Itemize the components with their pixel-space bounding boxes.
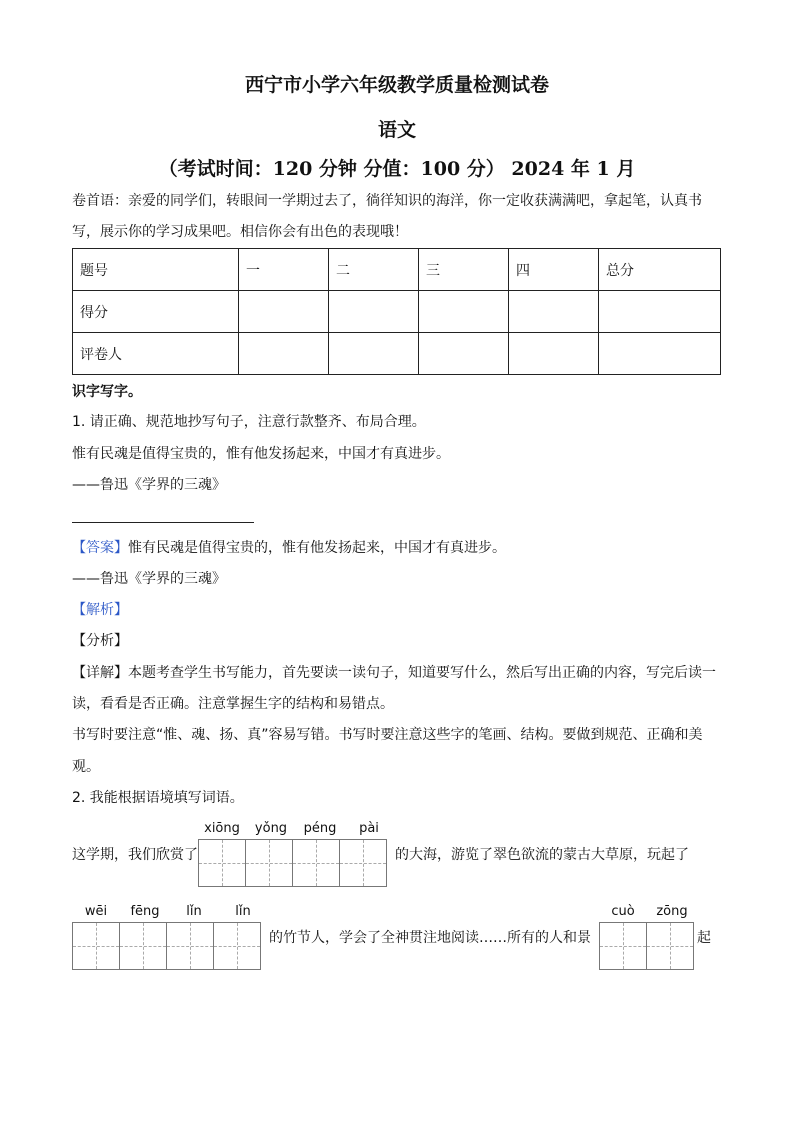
exam-info: （考试时间：120 分钟 分值：100 分） 2024 年 1 月: [158, 158, 636, 180]
score-table-row: [73, 291, 721, 333]
xiangjie-line-2: 读，看看是否正确。注意掌握生字的结构和易错点。: [72, 696, 394, 712]
table-header-cell: 题号: [73, 249, 239, 291]
table-cell: [239, 291, 329, 333]
answer-text: 惟有民魂是值得宝贵的，惟有他发扬起来，中国才有真进步。: [128, 540, 506, 556]
table-header-cell: 三: [419, 249, 509, 291]
pinyin-label: cuò: [611, 904, 635, 919]
table-cell: [509, 333, 599, 375]
question-2-prompt: 2. 我能根据语境填写词语。: [72, 790, 244, 806]
table-header-cell: 二: [329, 249, 419, 291]
table-header-cell: 总分: [599, 249, 721, 291]
question-1-source: ——鲁迅《学界的三魂》: [72, 477, 226, 493]
tianzige-cell[interactable]: [119, 922, 167, 970]
pinyin-label: pài: [359, 821, 379, 836]
section-title: 识字写字。: [72, 384, 142, 400]
preface-line-2: 写，展示你的学习成果吧。相信你会有出色的表现哦！: [72, 224, 408, 240]
pinyin-label: yǒng: [254, 821, 288, 836]
tianzige-group-1[interactable]: [198, 839, 387, 887]
answer-source: ——鲁迅《学界的三魂》: [72, 571, 226, 587]
tianzige-cell[interactable]: [166, 922, 214, 970]
pinyin-label: zōng: [656, 904, 688, 919]
score-table-row: [73, 333, 721, 375]
table-header-cell: 四: [509, 249, 599, 291]
tianzige-cell[interactable]: [599, 922, 647, 970]
answer-line: [72, 538, 506, 558]
table-cell: [599, 333, 721, 375]
pinyin-label: wēi: [84, 904, 108, 919]
pinyin-label: fēng: [130, 904, 160, 919]
subject-title: 语文: [377, 119, 416, 141]
table-row-label: 得分: [73, 291, 239, 333]
table-cell: [509, 291, 599, 333]
tianzige-cell[interactable]: [339, 839, 387, 887]
table-header-cell: 一: [239, 249, 329, 291]
pinyin-label: lǐn: [186, 904, 202, 919]
tianzige-cell[interactable]: [292, 839, 340, 887]
table-cell: [329, 291, 419, 333]
table-cell: [419, 333, 509, 375]
tianzige-group-2[interactable]: [72, 922, 261, 970]
question-2-text-2: 的大海，游览了翠色欲流的蒙古大草原，玩起了: [395, 847, 689, 863]
table-cell: [599, 291, 721, 333]
xiangjie-text: 本题考查学生书写能力，首先要读一读句子，知道要写什么，然后写出正确的内容，写完后读一: [128, 665, 716, 681]
tianzige-group-3[interactable]: [599, 922, 694, 970]
preface-line-1: 卷首语：亲爱的同学们，转眼间一学期过去了，徜徉知识的海洋，你一定收获满满吧，拿起笔，认真书: [72, 193, 702, 209]
pinyin-label: péng: [303, 821, 337, 836]
xiangjie-tag: 【详解】: [72, 665, 128, 681]
question-1-prompt: 1. 请正确、规范地抄写句子，注意行款整齐、布局合理。: [72, 414, 426, 430]
score-table-header-row: [73, 249, 721, 291]
tianzige-cell[interactable]: [72, 922, 120, 970]
tianzige-cell[interactable]: [245, 839, 293, 887]
table-cell: [329, 333, 419, 375]
tianzige-cell[interactable]: [213, 922, 261, 970]
tianzige-cell[interactable]: [646, 922, 694, 970]
fenxi-tag: 【分析】: [72, 633, 128, 649]
score-table: [72, 248, 721, 375]
question-2-text-4: 起: [697, 930, 711, 946]
exam-title: 西宁市小学六年级教学质量检测试卷: [244, 74, 549, 96]
tianzige-cell[interactable]: [198, 839, 246, 887]
question-1-sentence: 惟有民魂是值得宝贵的，惟有他发扬起来，中国才有真进步。: [72, 446, 450, 462]
pinyin-label: xiōng: [204, 821, 240, 836]
xiangjie-line-1: [72, 663, 716, 683]
question-2-text-1: 这学期，我们欣赏了: [72, 847, 198, 863]
answer-tag: 【答案】: [72, 540, 128, 556]
question-2-text-3: 的竹节人，学会了全神贯注地阅读……所有的人和景: [269, 930, 591, 946]
note-line-2: 观。: [72, 759, 100, 775]
jiexi-tag: 【解析】: [72, 602, 128, 618]
table-row-label: 评卷人: [73, 333, 239, 375]
table-cell: [239, 333, 329, 375]
answer-writing-line: [72, 522, 254, 523]
note-line-1: 书写时要注意“惟、魂、扬、真”容易写错。书写时要注意这些字的笔画、结构。要做到规范、正确和美: [72, 727, 703, 743]
table-cell: [419, 291, 509, 333]
pinyin-label: lǐn: [235, 904, 251, 919]
